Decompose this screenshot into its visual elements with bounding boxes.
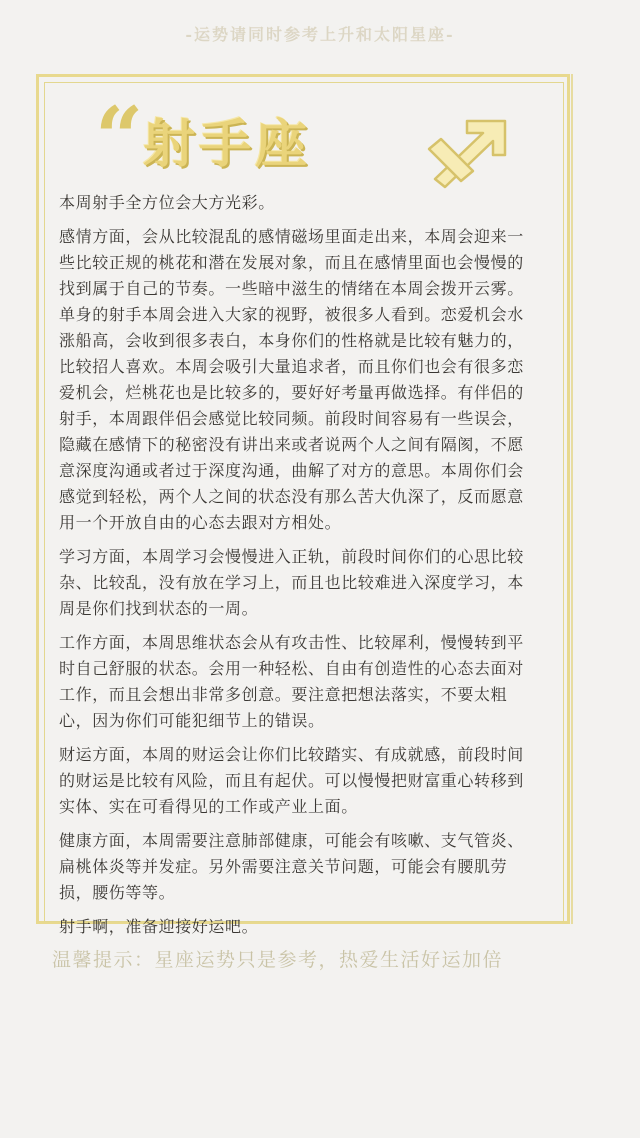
paragraph-wealth: 财运方面，本周的财运会让你们比较踏实、有成就感，前段时间的财运是比较有风险，而且有起伏。可以慢慢把财富重心转移到实体、实在可看得见的工作或产业上面。 — [59, 745, 524, 816]
header-note: -运势请同时参考上升和太阳星座- — [185, 25, 455, 44]
paragraph-health: 健康方面，本周需要注意肺部健康，可能会有咳嗽、支气管炎、扁桃体炎等并发症。另外需要注意关节问题，可能会有腰肌劳损，腰伤等等。 — [59, 831, 524, 902]
paragraph-work: 工作方面，本周思维状态会从有攻击性、比较犀利，慢慢转到平时自己舒服的状态。会用一种轻松、自由有创造性的心态去面对工作，而且会想出非常多创意。要注意把想法落实，不要太粗心，因为你们可能犯细节上的错误。 — [59, 633, 524, 730]
paragraph-love: 感情方面，会从比较混乱的感情磁场里面走出来，本周会迎来一些比较正规的桃花和潜在发展对象，而且在感情里面也会慢慢的找到属于自己的节奏。一些暗中滋生的情绪在本周会拨开云雾。单身的射手本周会进入大家的视野，被很多人看到。恋爱机会水涨船高，会收到很多表白，本身你们的性格就是比较有魅力的，比较招人喜欢。本周会吸引大量追求者，而且你们也会有很多恋爱机会，烂桃花也是比较多的，要好好考量再做选择。有伴侣的射手，本周跟伴侣会感觉比较同频。前段时间容易有一些误会，隐藏在感情下的秘密没有讲出来或者说两个人之间有隔阂，不愿意深度沟通或者过于深度沟通，曲解了对方的意思。本周你们会感觉到轻松，两个人之间的状态没有那么苦大仇深了，反而愿意用一个开放自由的心态去跟对方相处。 — [59, 227, 524, 532]
paragraph-intro: 本周射手全方位会大方光彩。 — [59, 193, 275, 212]
paragraph-closing: 射手啊，准备迎接好运吧。 — [59, 917, 259, 936]
page-title: 射手座 — [143, 115, 312, 175]
article-body — [59, 190, 539, 948]
sagittarius-arrow-icon — [415, 115, 511, 193]
paragraph-study: 学习方面，本周学习会慢慢进入正轨，前段时间你们的心思比较杂、比较乱，没有放在学习上，而且也比较难进入深度学习，本周是你们找到状态的一周。 — [59, 547, 524, 618]
quote-mark: “ — [95, 88, 144, 187]
card-frame-line — [571, 74, 573, 924]
footer-tip: 温馨提示：星座运势只是参考，热爱生活好运加倍 — [52, 949, 504, 971]
